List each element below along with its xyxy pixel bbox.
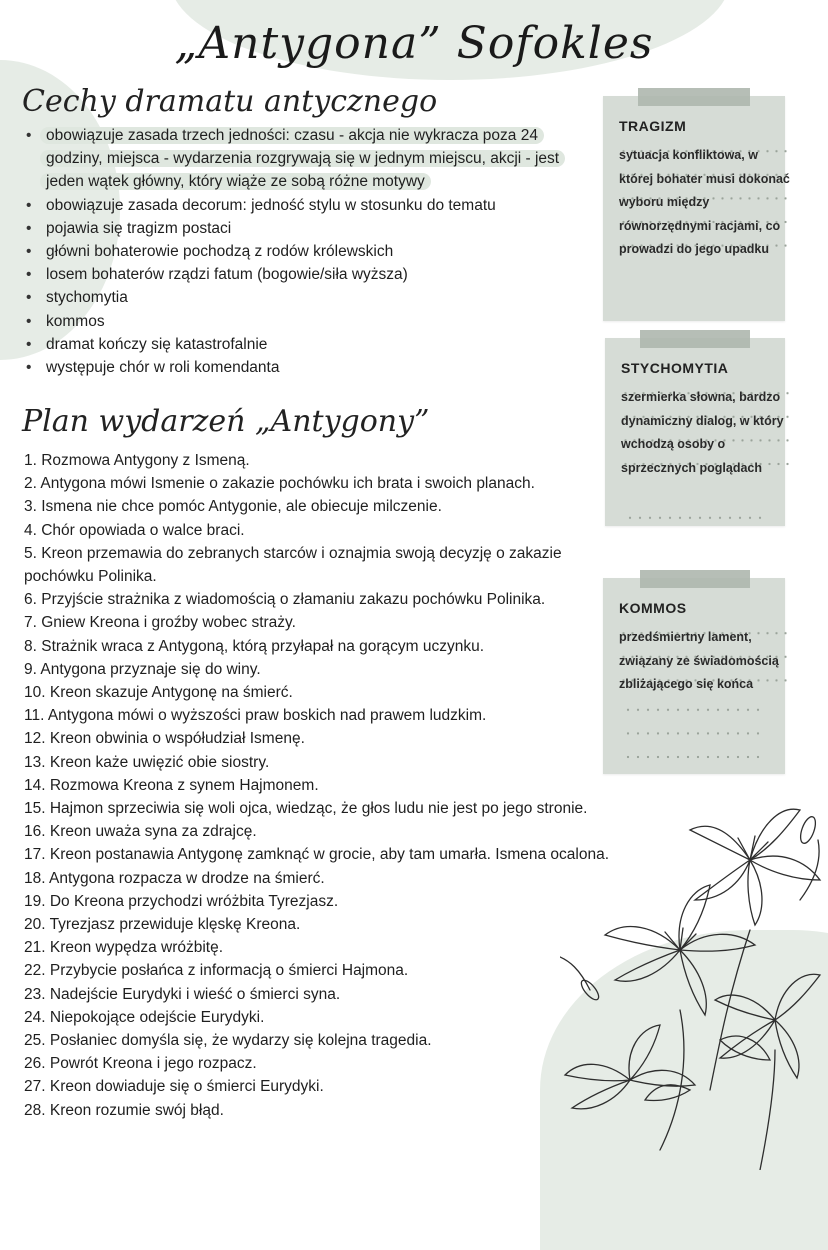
list-item: 8. Strażnik wraca z Antygoną, którą przyłapał na gorącym uczynku. (24, 637, 485, 655)
list-item: 10. Kreon skazuje Antygonę na śmierć. (24, 684, 293, 702)
list-item: 16. Kreon uważa syna za zdrajcę. (24, 823, 257, 841)
list-item: 21. Kreon wypędza wróżbitę. (24, 939, 224, 957)
tape-decoration (640, 330, 750, 348)
note-kommos (603, 578, 785, 774)
list-item: 11. Antygona mówi o wyższości praw boskich nad prawem ludzkim. (24, 707, 487, 725)
list-item: • stychomytia (22, 286, 582, 309)
features-heading: Cechy dramatu antycznego (22, 84, 438, 119)
list-item: 6. Przyjście strażnika z wiadomością o złamaniu zakazu pochówku Polinika. (24, 591, 546, 609)
list-item: 28. Kreon rozumie swój błąd. (24, 1101, 224, 1119)
list-item (22, 124, 582, 194)
list-item: 2. Antygona mówi Ismenie o zakazie pochówku ich brata i swoich planach. (24, 475, 535, 493)
note-dotted-lines (625, 506, 765, 526)
plan-list (24, 449, 634, 1122)
list-item: 23. Nadejście Eurydyki i wieść o śmierci syna. (24, 985, 341, 1003)
list-item: 3. Ismena nie chce pomóc Antygonie, ale obiecuje milczenie. (24, 498, 442, 516)
list-item: 18. Antygona rozpacza w drodze na śmierć. (24, 869, 325, 887)
list-item: 1. Rozmowa Antygony z Ismeną. (24, 452, 250, 469)
features-list (22, 124, 582, 379)
list-item: 14. Rozmowa Kreona z synem Hajmonem. (24, 776, 319, 794)
note-tragizm (603, 96, 790, 321)
list-item: 20. Tyrezjasz przewiduje klęskę Kreona. (24, 916, 301, 934)
tape-decoration (640, 570, 750, 588)
note-text: sytuacja konfliktowa, w której bohater musi dokonać wyboru między równorzędnymi racjami, co prowadzi do jego upadku (619, 144, 791, 262)
list-item: 4. Chór opowiada o walce braci. (24, 521, 245, 539)
list-item: • występuje chór w roli komendanta (22, 356, 582, 379)
note-text: przedśmiertny lament, związany ze świadomością zbliżającego się końca (619, 626, 791, 697)
list-item: • obowiązuje zasada decorum: jedność stylu w stosunku do tematu (22, 194, 582, 217)
list-item: 12. Kreon obwinia o współudział Ismenę. (24, 730, 305, 748)
list-item: • losem bohaterów rządzi fatum (bogowie/siła wyższa) (22, 263, 582, 286)
note-title: KOMMOS (619, 600, 687, 616)
lily-flowers-illustration (560, 790, 828, 1170)
list-item: 25. Posłaniec domyśla się, że wydarzy się kolejna tragedia. (24, 1032, 432, 1050)
list-item: • pojawia się tragizm postaci (22, 217, 582, 240)
highlighted-text: obowiązuje zasada trzech jedności: czasu - akcja nie wykracza poza 24 godziny, miejsca - wydarzenia rozgrywają się w jednym miejscu, akcji - jest jeden wątek główny, który wiąże ze sobą różne motywy (40, 127, 565, 190)
list-item: 26. Powrót Kreona i jego rozpacz. (24, 1055, 257, 1073)
list-item: 24. Niepokojące odejście Eurydyki. (24, 1008, 265, 1026)
note-dotted-lines (623, 698, 763, 768)
list-item: 27. Kreon dowiaduje się o śmierci Eurydyki. (24, 1078, 324, 1096)
list-item: 13. Kreon każe uwięzić obie siostry. (24, 753, 270, 771)
list-item: 22. Przybycie posłańca z informacją o śmierci Hajmona. (24, 962, 409, 980)
list-item: 7. Gniew Kreona i groźby wobec straży. (24, 614, 296, 632)
list-item: 17. Kreon postanawia Antygonę zamknąć w grocie, aby tam umarła. Ismena ocalona. (24, 846, 610, 864)
page-title: „Antygona” Sofokles (174, 18, 654, 69)
list-item: 9. Antygona przyznaje się do winy. (24, 660, 261, 678)
tape-decoration (638, 88, 750, 106)
note-title: TRAGIZM (619, 118, 687, 134)
list-item: • dramat kończy się katastrofalnie (22, 333, 582, 356)
note-stychomytia (605, 338, 785, 526)
note-title: STYCHOMYTIA (621, 360, 729, 376)
list-item: 15. Hajmon sprzeciwia się woli ojca, wiedząc, że głos ludu nie jest po jego stronie. (24, 800, 588, 818)
plan-heading: Plan wydarzeń „Antygony” (22, 404, 430, 439)
list-item: 19. Do Kreona przychodzi wróżbita Tyrezjasz. (24, 892, 339, 910)
note-text: szermierka słowna, bardzo dynamiczny dialog, w który wchodzą osoby o sprzecznych poglądach (621, 386, 793, 480)
list-item: 5. Kreon przemawia do zebranych starców i oznajmia swoją decyzję o zakazie pochówku Polinika. (24, 544, 562, 586)
list-item: • kommos (22, 310, 582, 333)
list-item: • główni bohaterowie pochodzą z rodów królewskich (22, 240, 582, 263)
